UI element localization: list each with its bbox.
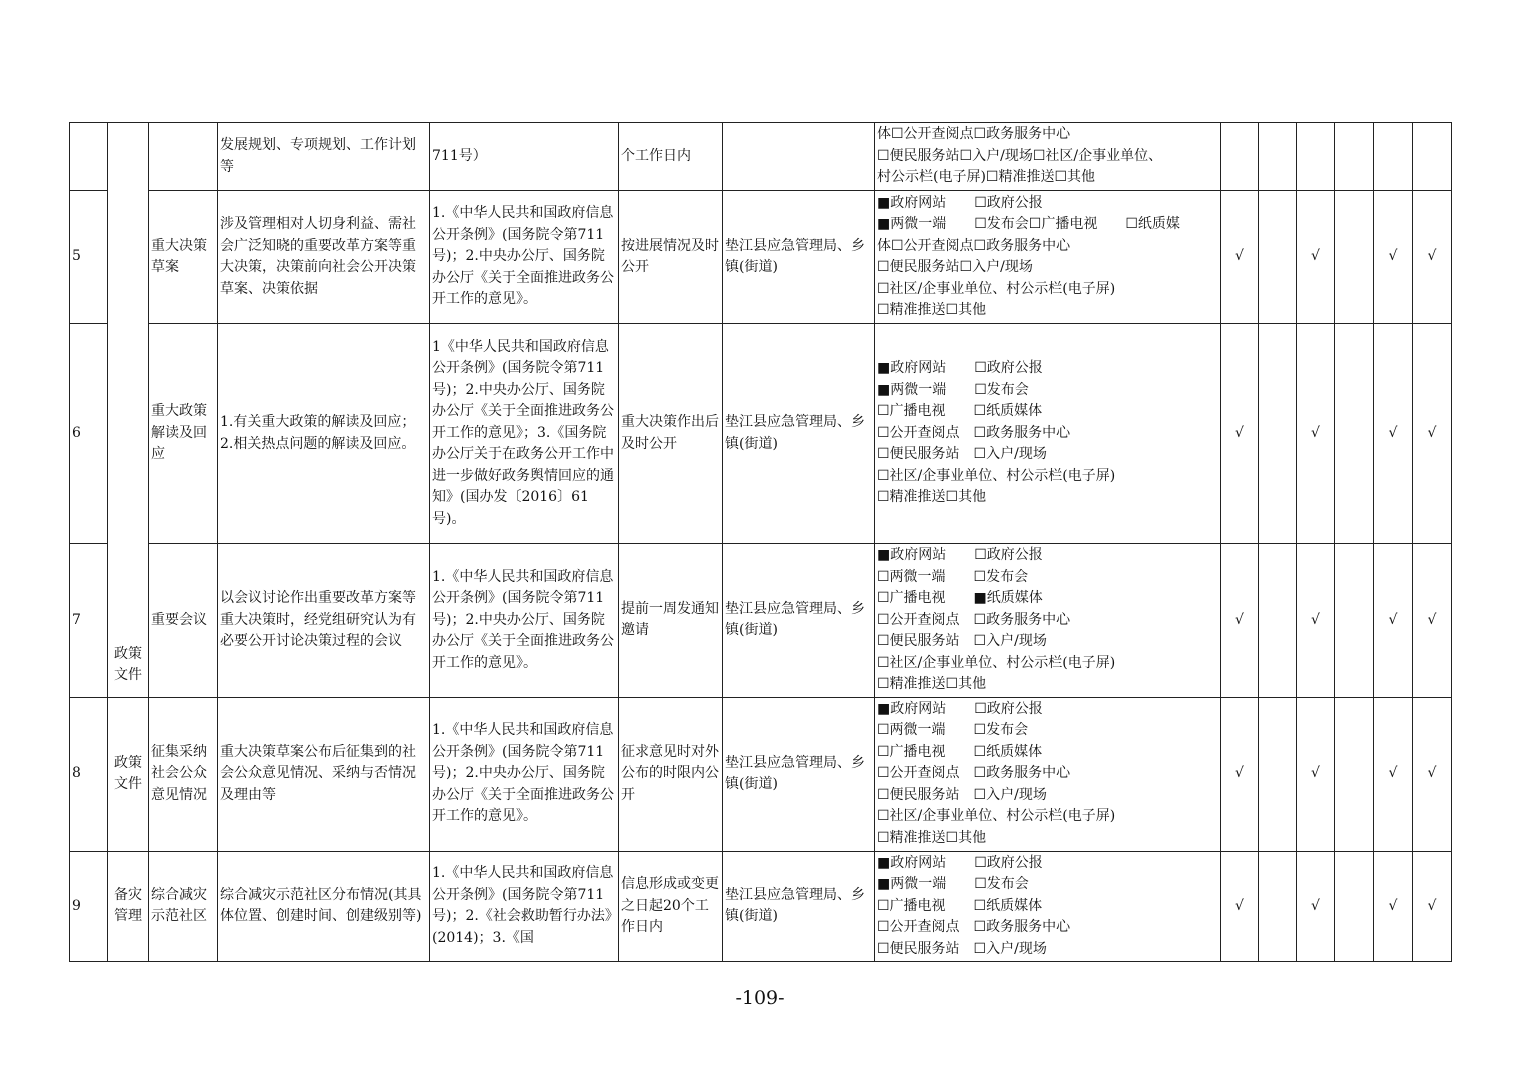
disclosure-table — [69, 122, 1452, 962]
row-channels: ■政府网站 ☐政府公报 ☐两微一端 ☐发布会 ☐广播电视 ☐纸质媒体 ☐公开查阅点 ☐政务服务中心 ☐便民服务站 ☐入户/现场 ☐社区/企事业单位、村公示栏(电子屏) ☐精准推送☐其他 — [875, 697, 1221, 851]
row-subject — [723, 123, 875, 191]
check-cell: √ — [1297, 697, 1335, 851]
check-cell: √ — [1374, 544, 1413, 698]
row-timing: 信息形成或变更之日起20个工作日内 — [619, 851, 723, 962]
row-subject: 垫江县应急管理局、乡镇(街道) — [723, 324, 875, 544]
check-cell: √ — [1413, 191, 1452, 324]
row-subject: 垫江县应急管理局、乡镇(街道) — [723, 191, 875, 324]
check-cell: √ — [1297, 851, 1335, 962]
check-cell — [1335, 324, 1374, 544]
check-cell: √ — [1374, 191, 1413, 324]
row-timing: 提前一周发通知邀请 — [619, 544, 723, 698]
table-row — [70, 191, 1452, 324]
check-cell: √ — [1374, 851, 1413, 962]
row-category: 政策文件 — [108, 697, 149, 851]
check-cell — [1259, 544, 1297, 698]
row-category: 备灾管理 — [108, 851, 149, 962]
check-cell — [1335, 191, 1374, 324]
check-cell: √ — [1221, 544, 1259, 698]
check-cell: √ — [1221, 697, 1259, 851]
check-cell — [1335, 697, 1374, 851]
row-timing: 个工作日内 — [619, 123, 723, 191]
row-basis: 711号） — [430, 123, 619, 191]
row-category — [108, 123, 149, 698]
check-cell: √ — [1221, 191, 1259, 324]
check-cell — [1374, 123, 1413, 191]
row-channels: ■政府网站 ☐政府公报 ■两微一端 ☐发布会☐广播电视 ☐纸质媒 体☐公开查阅点☐政务服务中心 ☐便民服务站☐入户/现场 ☐社区/企事业单位、村公示栏(电子屏) ☐精准推送☐其他 — [875, 191, 1221, 324]
row-item: 重要会议 — [149, 544, 218, 698]
row-item: 重大决策草案 — [149, 191, 218, 324]
row-index: 8 — [70, 697, 108, 851]
row-index: 9 — [70, 851, 108, 962]
table-row — [70, 544, 1452, 698]
row-basis: 1.《中华人民共和国政府信息公开条例》(国务院令第711号)；2.中央办公厅、国务院办公厅《关于全面推进政务公开工作的意见》。 — [430, 191, 619, 324]
row-content: 综合减灾示范社区分布情况(其具体位置、创建时间、创建级别等) — [218, 851, 430, 962]
row-subject: 垫江县应急管理局、乡镇(街道) — [723, 544, 875, 698]
check-cell: √ — [1297, 544, 1335, 698]
check-cell — [1413, 123, 1452, 191]
check-cell — [1335, 851, 1374, 962]
row-content: 以会议讨论作出重要改革方案等重大决策时，经党组研究认为有必要公开讨论决策过程的会议 — [218, 544, 430, 698]
row-timing: 重大决策作出后及时公开 — [619, 324, 723, 544]
row-content: 涉及管理相对人切身利益、需社会广泛知晓的重要改革方案等重大决策，决策前向社会公开决策草案、决策依据 — [218, 191, 430, 324]
check-cell — [1335, 123, 1374, 191]
row-item: 征集采纳社会公众意见情况 — [149, 697, 218, 851]
row-timing: 征求意见时对外公布的时限内公开 — [619, 697, 723, 851]
row-basis: 1.《中华人民共和国政府信息公开条例》(国务院令第711号)；2.中央办公厅、国务院办公厅《关于全面推进政务公开工作的意见》。 — [430, 544, 619, 698]
row-content: 重大决策草案公布后征集到的社会公众意见情况、采纳与否情况及理由等 — [218, 697, 430, 851]
row-item: 综合减灾示范社区 — [149, 851, 218, 962]
check-cell: √ — [1221, 324, 1259, 544]
check-cell: √ — [1374, 697, 1413, 851]
category-label: 政策文件 — [114, 645, 142, 683]
check-cell — [1259, 191, 1297, 324]
check-cell: √ — [1413, 324, 1452, 544]
check-cell — [1335, 544, 1374, 698]
row-channels: ■政府网站 ☐政府公报 ■两微一端 ☐发布会 ☐广播电视 ☐纸质媒体 ☐公开查阅点 ☐政务服务中心 ☐便民服务站 ☐入户/现场 ☐社区/企事业单位、村公示栏(电子屏) ☐精准推送☐其他 — [875, 324, 1221, 544]
check-cell — [1259, 851, 1297, 962]
row-item: 重大政策解读及回应 — [149, 324, 218, 544]
table-row — [70, 697, 1452, 851]
row-basis: 1《中华人民共和国政府信息公开条例》(国务院令第711号)；2.中央办公厅、国务院办公厅《关于全面推进政务公开工作的意见》；3.《国务院办公厅关于在政务公开工作中进一步做好政务舆情回应的通知》(国办发〔2016〕61号)。 — [430, 324, 619, 544]
row-content: 发展规划、专项规划、工作计划等 — [218, 123, 430, 191]
check-cell: √ — [1374, 324, 1413, 544]
row-index: 5 — [70, 191, 108, 324]
row-timing: 按进展情况及时公开 — [619, 191, 723, 324]
row-basis: 1.《中华人民共和国政府信息公开条例》(国务院令第711号)；2.中央办公厅、国务院办公厅《关于全面推进政务公开工作的意见》。 — [430, 697, 619, 851]
row-subject: 垫江县应急管理局、乡镇(街道) — [723, 851, 875, 962]
page-number: -109- — [735, 987, 785, 1009]
row-index — [70, 123, 108, 191]
row-channels: ■政府网站 ☐政府公报 ■两微一端 ☐发布会 ☐广播电视 ☐纸质媒体 ☐公开查阅点 ☐政务服务中心 ☐便民服务站 ☐入户/现场 — [875, 851, 1221, 962]
row-subject: 垫江县应急管理局、乡镇(街道) — [723, 697, 875, 851]
row-item — [149, 123, 218, 191]
row-content: 1.有关重大政策的解读及回应；2.相关热点问题的解读及回应。 — [218, 324, 430, 544]
check-cell — [1221, 123, 1259, 191]
table-row — [70, 123, 1452, 191]
row-basis: 1.《中华人民共和国政府信息公开条例》(国务院令第711号)；2.《社会救助暂行办法》(2014)；3.《国 — [430, 851, 619, 962]
table-row — [70, 324, 1452, 544]
row-channels: 体☐公开查阅点☐政务服务中心 ☐便民服务站☐入户/现场☐社区/企事业单位、 村公示栏(电子屏)☐精准推送☐其他 — [875, 123, 1221, 191]
row-index: 7 — [70, 544, 108, 698]
row-index: 6 — [70, 324, 108, 544]
check-cell — [1259, 697, 1297, 851]
check-cell — [1259, 324, 1297, 544]
table-row — [70, 851, 1452, 962]
check-cell: √ — [1221, 851, 1259, 962]
check-cell: √ — [1297, 324, 1335, 544]
check-cell: √ — [1297, 191, 1335, 324]
row-channels: ■政府网站 ☐政府公报 ☐两微一端 ☐发布会 ☐广播电视 ■纸质媒体 ☐公开查阅点 ☐政务服务中心 ☐便民服务站 ☐入户/现场 ☐社区/企事业单位、村公示栏(电子屏) ☐精准推送☐其他 — [875, 544, 1221, 698]
check-cell: √ — [1413, 544, 1452, 698]
check-cell: √ — [1413, 697, 1452, 851]
check-cell: √ — [1413, 851, 1452, 962]
check-cell — [1297, 123, 1335, 191]
check-cell — [1259, 123, 1297, 191]
